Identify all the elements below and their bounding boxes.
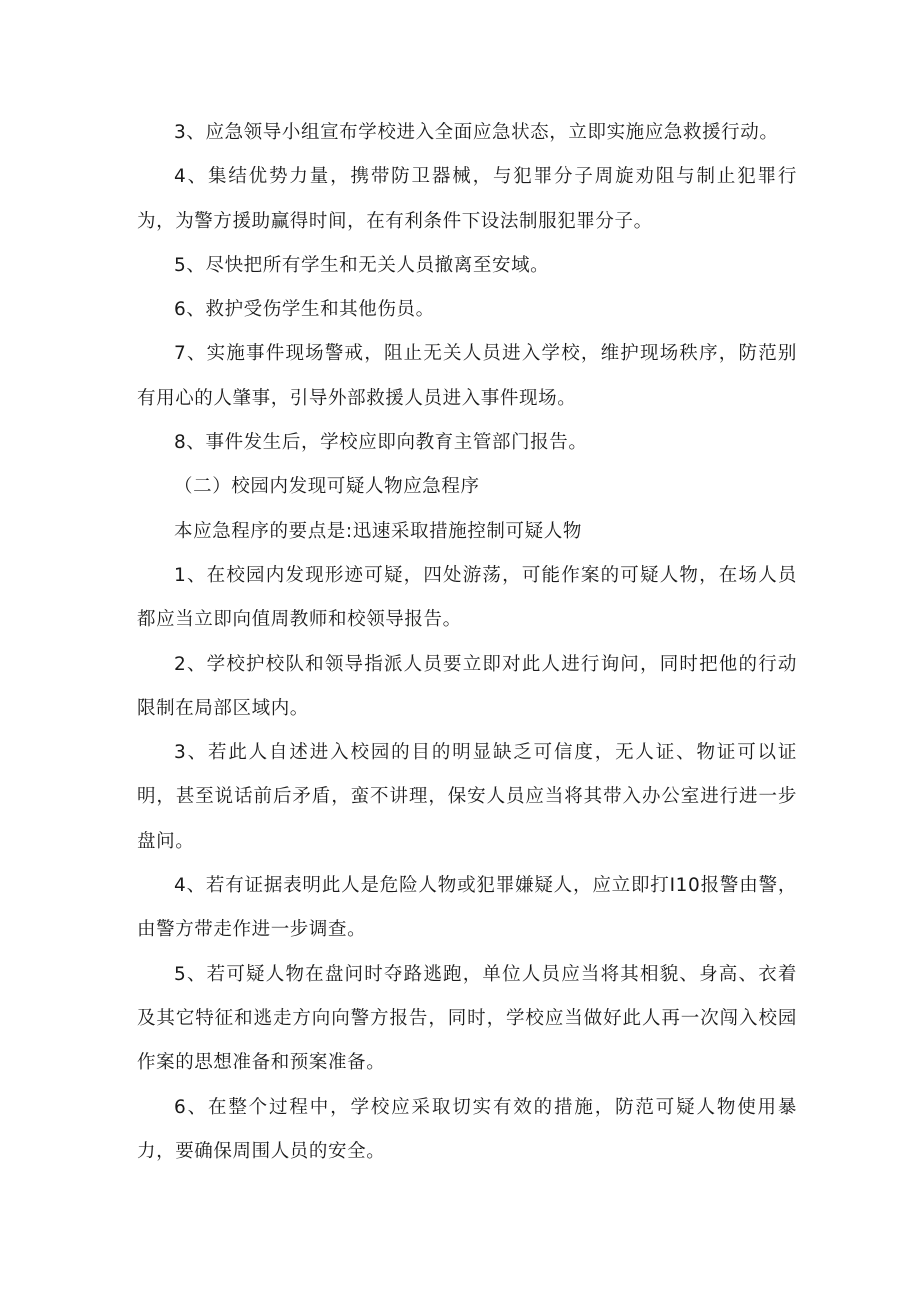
paragraph-step-6: 6、救护受伤学生和其他伤员。: [174, 299, 435, 321]
paragraph-item-1: 1、在校园内发现形迹可疑，四处游荡，可能作案的可疑人物，在场人员都应当立即向值周教师和校领导报告。: [137, 564, 797, 631]
paragraph-item-3: 3、若此人自述进入校园的目的明显缺乏可信度，无人证、物证可以证明，甚至说话前后矛盾，蛮不讲理，保安人员应当将其带入办公室进行进一步盘问。: [137, 742, 797, 852]
section-summary: 本应急程序的要点是:迅速采取措施控制可疑人物: [174, 520, 582, 542]
paragraph-step-5: 5、尽快把所有学生和无关人员撤离至安域。: [174, 254, 550, 276]
paragraph-item-6: 6、在整个过程中，学校应采取切实有效的措施，防范可疑人物使用暴力，要确保周围人员的安全。: [137, 1096, 797, 1162]
paragraph-step-8: 8、事件发生后，学校应即向教育主管部门报告。: [174, 432, 588, 454]
document-body: [137, 111, 797, 1174]
paragraph-item-5: 5、若可疑人物在盘问时夺路逃跑，单位人员应当将其相貌、身高、衣着及其它特征和逃走方向向警方报告，同时，学校应当做好此人再一次闯入校园作案的思想准备和预案准备。: [137, 963, 797, 1074]
section-heading: （二）校园内发现可疑人物应急程序: [174, 476, 480, 498]
paragraph-step-3: 3、应急领导小组宣布学校进入全面应急状态，立即实施应急救援行动。: [174, 122, 779, 143]
paragraph-step-7: 7、实施事件现场警戒，阻止无关人员进入学校，维护现场秩序，防范别有用心的人肇事，引导外部救援人员进入事件现场。: [137, 343, 797, 409]
paragraph-item-4: 4、若有证据表明此人是危险人物或犯罪嫌疑人，应立即打I10报警由警，由警方带走作进一步调查。: [137, 875, 797, 941]
paragraph-item-2: 2、学校护校队和领导指派人员要立即对此人进行询问，同时把他的行动限制在局部区域内。: [137, 653, 797, 719]
paragraph-step-4: 4、集结优势力量，携带防卫器械，与犯罪分子周旋劝阻与制止犯罪行为，为警方援助赢得时间，在有利条件下设法制服犯罪分子。: [137, 166, 797, 232]
